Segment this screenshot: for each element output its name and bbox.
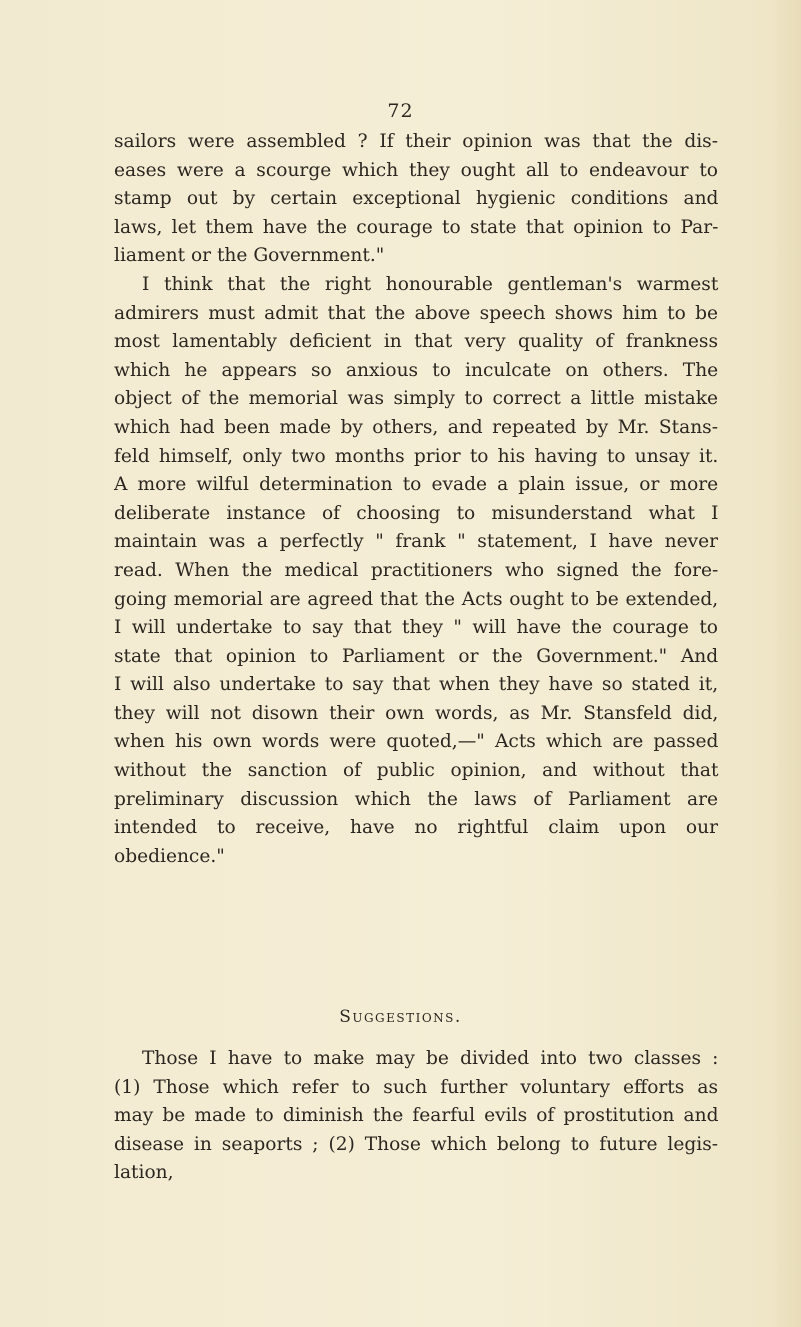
text-line: laws, let them have the courage to state that opinion to Par- [114, 216, 719, 238]
text-line: maintain was a perfectly " frank " statement, I have never [114, 531, 718, 553]
text-line: they will not disown their own words, as Mr. Stansfeld did, [114, 702, 719, 724]
text-line: deliberate instance of choosing to misunderstand what I [114, 502, 719, 524]
text-line: object of the memorial was simply to correct a little mistake [114, 388, 718, 410]
text-line: liament or the Government." [114, 245, 385, 267]
text-line: preliminary discussion which the laws of Parliament are [114, 788, 719, 810]
text-line: without the sanction of public opinion, and without that [114, 760, 719, 782]
text-line: most lamentably deficient in that very quality of frankness [114, 331, 718, 353]
text-line: eases were a scourge which they ought all to endeavour to [114, 159, 718, 181]
text-line: which he appears so anxious to inculcate on others. The [114, 359, 719, 381]
text-line: read. When the medical practitioners who signed the fore- [114, 559, 719, 581]
text-line: sailors were assembled ? If their opinion was that the dis- [114, 131, 718, 152]
text-line: state that opinion to Parliament or the Government." And [114, 645, 719, 667]
paragraph-suggestions [114, 1045, 718, 1188]
paragraph-continuation [114, 128, 718, 271]
text-line: Those I have to make may be divided into two classes : [142, 1048, 719, 1069]
text-line: disease in seaports ; (2) Those which belong to future legis- [114, 1133, 719, 1155]
text-line: I will also undertake to say that when they have so stated it, [114, 674, 719, 696]
text-line: going memorial are agreed that the Acts ought to be extended, [114, 588, 719, 610]
paragraph-commentary [114, 271, 718, 871]
text-line: obedience." [114, 845, 225, 867]
text-line: stamp out by certain exceptional hygienic conditions and [114, 188, 719, 210]
main-text-lower [114, 1045, 718, 1188]
text-line: (1) Those which refer to such further voluntary efforts as [114, 1076, 718, 1098]
text-line: admirers must admit that the above speech shows him to be [114, 302, 718, 324]
text-line: when his own words were quoted,—" Acts which are passed [114, 731, 719, 753]
text-line: I think that the right honourable gentleman's warmest [142, 273, 719, 295]
text-line: feld himself, only two months prior to his having to unsay it. [114, 445, 719, 467]
main-text-upper [114, 128, 718, 871]
text-line: lation, [114, 1162, 174, 1184]
page-number: 72 [387, 100, 414, 122]
text-line: may be made to diminish the fearful evils of prostitution and [114, 1105, 719, 1127]
text-line: intended to receive, have no rightful claim upon our [114, 817, 718, 839]
text-line: I will undertake to say that they " will have the courage to [114, 617, 718, 639]
text-line: which had been made by others, and repeated by Mr. Stans- [114, 416, 718, 438]
section-heading: Suggestions. [339, 1007, 462, 1027]
text-line: A more wilful determination to evade a plain issue, or more [114, 474, 719, 496]
